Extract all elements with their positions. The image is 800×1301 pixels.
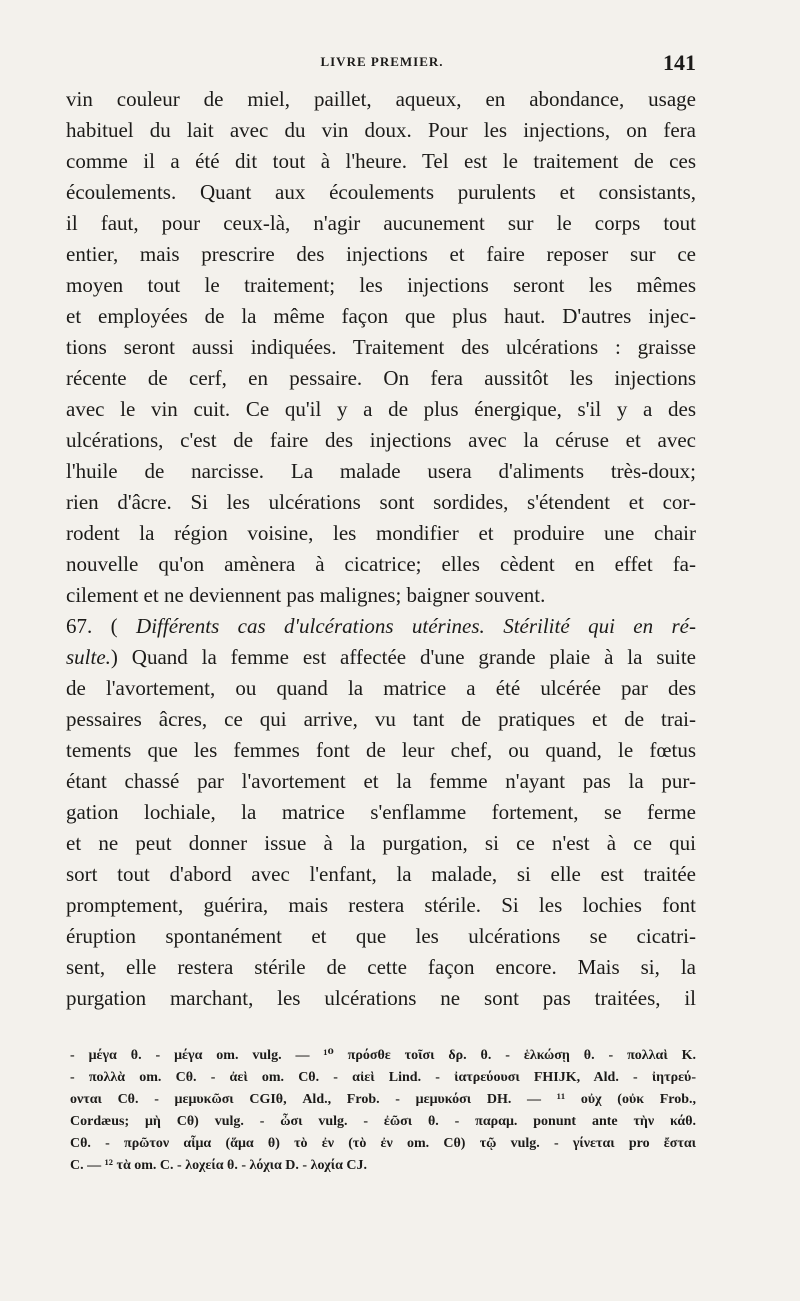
footnote-line: - μέγα θ. - μέγα om. vulg. — ¹⁰ πρόσθε τοῖσι δρ. θ. - ἑλκώσῃ θ. - πολλαὶ K. bbox=[70, 1048, 696, 1063]
text-line: habituel du lait avec du vin doux. Pour les injections, on fera bbox=[66, 118, 696, 142]
text-fragment: Quand la femme est affectée d'une grande plaie à la suite bbox=[117, 645, 696, 669]
text-line: pessaires âcres, ce qui arrive, vu tant de pratiques et de trai- bbox=[66, 707, 696, 731]
section-heading-line: sulte.) Quand la femme est affectée d'une grande plaie à la suite bbox=[66, 645, 696, 669]
text-line: cilement et ne deviennent pas malignes; baigner souvent. bbox=[66, 583, 546, 607]
footnote-line: C. — ¹² τὰ om. C. - λοχεία θ. - λόχια D. - λοχία CJ. bbox=[70, 1158, 368, 1173]
text-line: gation lochiale, la matrice s'enflamme fortement, se ferme bbox=[66, 800, 696, 824]
text-line: vin couleur de miel, paillet, aqueux, en abondance, usage bbox=[66, 87, 696, 111]
text-line: récente de cerf, en pessaire. On fera aussitôt les injections bbox=[66, 366, 696, 390]
text-line: l'huile de narcisse. La malade usera d'aliments très-doux; bbox=[66, 459, 696, 483]
text-line: et ne peut donner issue à la purgation, si ce n'est à ce qui bbox=[66, 831, 696, 855]
text-line: avec le vin cuit. Ce qu'il y a de plus énergique, s'il y a des bbox=[66, 397, 696, 421]
text-line: de l'avortement, ou quand la matrice a été ulcérée par des bbox=[66, 676, 696, 700]
footnote-line: Cordæus; μὴ Cθ) vulg. - ὦσι vulg. - ἐῶσι θ. - παραμ. ponunt ante τὴν κάθ. bbox=[70, 1114, 696, 1129]
section-title: Différents cas d'ulcérations utérines. Stérilité qui en ré- bbox=[136, 614, 696, 638]
text-line: tements que les femmes font de leur chef, ou quand, le fœtus bbox=[66, 738, 696, 762]
text-line: moyen tout le traitement; les injections seront les mêmes bbox=[66, 273, 696, 297]
page-number: 141 bbox=[663, 50, 696, 75]
running-title: LIVRE PREMIER. bbox=[320, 54, 444, 69]
text-line: il faut, pour ceux-là, n'agir aucunement sur le corps tout bbox=[66, 211, 696, 235]
text-line: purgation marchant, les ulcérations ne sont pas traitées, il bbox=[66, 986, 696, 1010]
footnotes bbox=[70, 1045, 696, 1177]
text-line: écoulements. Quant aux écoulements purulents et consistants, bbox=[66, 180, 696, 204]
text-line: rodent la région voisine, les mondifier et produire une chair bbox=[66, 521, 696, 545]
footnote-line: Cθ. - πρῶτον αἷμα (ἅμα θ) τὸ ἐν (τὸ ἐν om. Cθ) τῷ vulg. - γίνεται pro ἔσται bbox=[70, 1136, 696, 1151]
footnote-line: - πολλὰ om. Cθ. - ἀεὶ om. Cθ. - αἰεὶ Lind. - ἰατρεύουσι FHIJK, Ald. - ἰητρεύ- bbox=[70, 1070, 696, 1085]
text-line: entier, mais prescrire des injections et faire reposer sur ce bbox=[66, 242, 696, 266]
text-line: et employées de la même façon que plus haut. D'autres injec- bbox=[66, 304, 696, 328]
text-line: sort tout d'abord avec l'enfant, la malade, si elle est traitée bbox=[66, 862, 696, 886]
text-line: étant chassé par l'avortement et la femme n'ayant pas la pur- bbox=[66, 769, 696, 793]
running-head bbox=[68, 50, 696, 76]
text-line: nouvelle qu'on amènera à cicatrice; elles cèdent en effet fa- bbox=[66, 552, 696, 576]
section-title-end: sulte. bbox=[66, 645, 111, 669]
text-line: sent, elle restera stérile de cette façon encore. Mais si, la bbox=[66, 955, 696, 979]
text-line: rien d'âcre. Si les ulcérations sont sordides, s'étendent et cor- bbox=[66, 490, 696, 514]
body-text bbox=[66, 84, 696, 1014]
text-line: promptement, guérira, mais restera stérile. Si les lochies font bbox=[66, 893, 696, 917]
text-line: ulcérations, c'est de faire des injections avec la céruse et avec bbox=[66, 428, 696, 452]
footnote-line: ονται Cθ. - μεμυκῶσι CGIθ, Ald., Frob. - μεμυκόσι DH. — ¹¹ οὐχ (οὐκ Frob., bbox=[70, 1092, 696, 1107]
section-heading-line: 67. ( Différents cas d'ulcérations utérines. Stérilité qui en ré- bbox=[66, 614, 696, 638]
text-line: tions seront aussi indiquées. Traitement des ulcérations : graisse bbox=[66, 335, 696, 359]
text-line: comme il a été dit tout à l'heure. Tel est le traitement de ces bbox=[66, 149, 696, 173]
section-number: 67. bbox=[66, 614, 93, 638]
text-line: éruption spontanément et que les ulcérations se cicatri- bbox=[66, 924, 696, 948]
